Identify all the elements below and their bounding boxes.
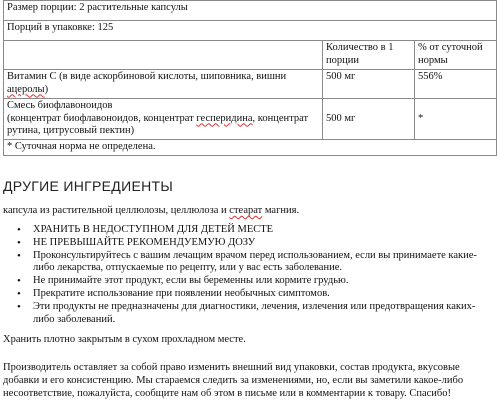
storage-instructions: Хранить плотно закрытым в сухом прохладном месте. <box>3 334 246 345</box>
footnote: * Суточная норма не определена. <box>4 140 497 156</box>
header-amount: Количество в 1 порции <box>323 41 415 70</box>
manufacturer-disclaimer: Производитель оставляет за собой право изменить внешний вид упаковки, состав продукта, вкусовые добавки и его консистенцию. Мы стараемся следить за изменениями, но, если вы заметили какое-либо несоответствие, пожалуйста, сообщите нам об этом в письме или в комментарии к товару. Спасибо! <box>3 362 464 399</box>
servings-per-container-row <box>4 21 497 41</box>
header-daily-value: % от суточной нормы <box>415 41 497 70</box>
list-item: • Эти продукты не предназначены для диагностики, лечения, излечения или предотвращения каких-либо заболеваний. <box>15 301 495 327</box>
nutrient-name: Смесь биофлавоноидов (концентрат биофлавоноидов, концентрат гесперидина, концентрат рутина, цитрусовый пектин) <box>4 99 323 140</box>
serving-size: Размер порции: 2 растительные капсулы <box>4 1 497 21</box>
list-item: • Прекратите использование при появлении необычных симптомов. <box>15 288 495 301</box>
supplement-facts-table <box>3 0 497 156</box>
table-header-row <box>4 41 497 70</box>
other-ingredients-heading: ДРУГИЕ ИНГРЕДИЕНТЫ <box>3 178 174 194</box>
nutrient-name: Витамин C (в виде аскорбиновой кислоты, шиповника, вишни ацеролы) <box>4 70 323 99</box>
table-row <box>4 99 497 140</box>
nutrient-daily-value: 556% <box>415 70 497 99</box>
serving-size-row <box>4 1 497 21</box>
list-item: • НЕ ПРЕВЫШАЙТЕ РЕКОМЕНДУЕМУЮ ДОЗУ <box>15 237 495 250</box>
spellcheck-marked-word: ацеролы <box>7 83 45 95</box>
list-item: • Проконсультируйтесь с вашим лечащим врачом перед использованием, если вы принимаете какие-либо лекарства, отпускаемые по рецепту, или у вас есть заболевание. <box>15 250 495 276</box>
nutrient-amount: 500 мг <box>323 99 415 140</box>
spellcheck-marked-word: стеарат <box>229 205 263 216</box>
servings-per-container: Порций в упаковке: 125 <box>4 21 497 41</box>
list-item: • ХРАНИТЬ В НЕДОСТУПНОМ ДЛЯ ДЕТЕЙ МЕСТЕ <box>15 224 495 237</box>
spellcheck-marked-word: гесперидина <box>196 112 253 124</box>
other-ingredients-text: капсула из растительной целлюлозы, целлюлоза и стеарат магния. <box>3 205 300 216</box>
warnings-list <box>15 224 495 326</box>
nutrient-amount: 500 мг <box>323 70 415 99</box>
list-item: • Не принимайте этот продукт, если вы беременны или кормите грудью. <box>15 275 495 288</box>
footnote-row <box>4 140 497 156</box>
nutrient-daily-value: * <box>415 99 497 140</box>
header-empty-cell <box>4 41 323 70</box>
table-row <box>4 70 497 99</box>
